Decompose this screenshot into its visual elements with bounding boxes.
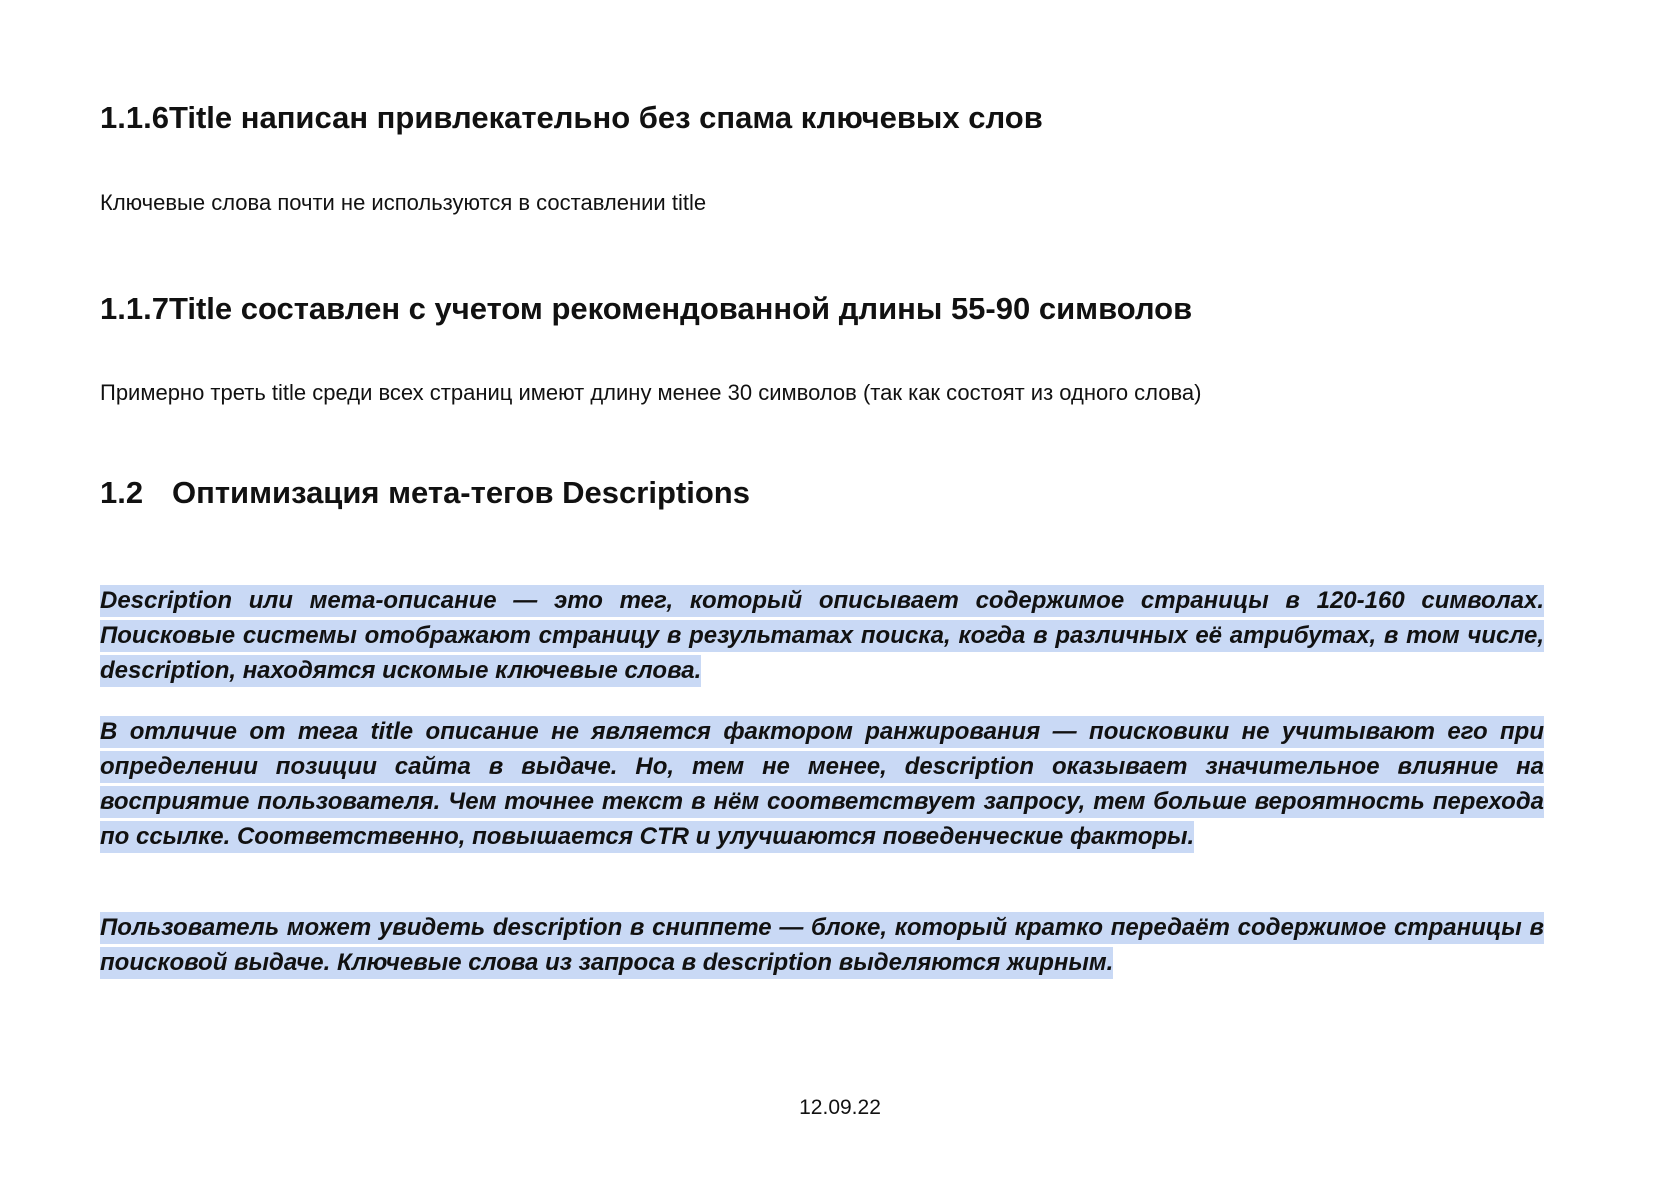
section-heading-1-1-6	[100, 100, 1043, 136]
highlighted-paragraph	[100, 910, 1544, 980]
highlighted-paragraph	[100, 583, 1544, 688]
section-heading-1-2	[100, 475, 750, 511]
section-body-1-1-7: Примерно треть title среди всех страниц имеют длину менее 30 символов (так как состоят из одного слова)	[100, 380, 1202, 405]
section-title: Оптимизация мета-тегов Descriptions	[172, 475, 750, 510]
highlighted-text: В отличие от тега title описание не является фактором ранжирования — поисковики не учитывают его при определении позиции сайта в выдаче. Но, тем не менее, description оказывает значительное влияние на восприятие пользователя. Чем точнее текст в нём соответствует запросу, тем больше вероятность перехода по ссылке. Соответственно, повышается CTR и улучшаются поведенческие факторы.	[100, 716, 1544, 853]
section-number: 1.1.7	[100, 291, 169, 326]
section-number: 1.2	[100, 475, 144, 510]
section-heading-1-1-7	[100, 291, 1192, 327]
footer-date: 12.09.22	[799, 1096, 881, 1119]
section-body-1-1-6: Ключевые слова почти не используются в составлении title	[100, 190, 707, 215]
highlighted-paragraph	[100, 714, 1544, 854]
highlighted-text: Description или мета-описание — это тег, который описывает содержимое страницы в 120-160 символах. Поисковые системы отображают страницу в результатах поиска, когда в различных её атрибутах, в том числе, description, находятся искомые ключевые слова.	[100, 585, 1544, 687]
section-title: Title написан привлекательно без спама ключевых слов	[168, 100, 1043, 135]
highlighted-text: Пользователь может увидеть description в сниппете — блоке, который кратко передаёт содержимое страницы в поисковой выдаче. Ключевые слова из запроса в description выделяются жирным.	[100, 912, 1544, 979]
section-number: 1.1.6	[100, 100, 169, 135]
section-title: Title составлен с учетом рекомендованной длины 55-90 символов	[168, 291, 1193, 326]
